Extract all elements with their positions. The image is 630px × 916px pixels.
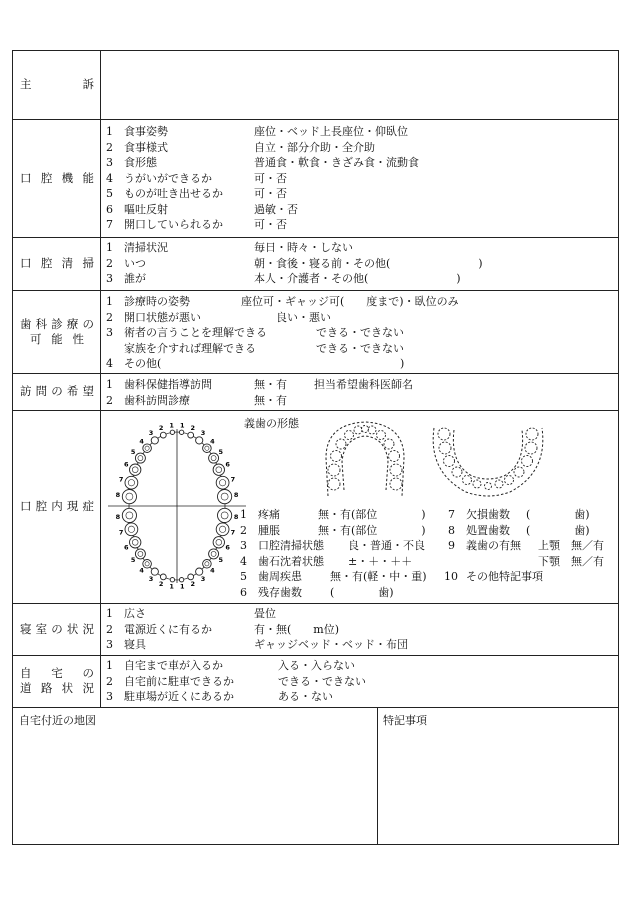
denture-tooth xyxy=(522,456,533,467)
denture-tooth xyxy=(354,426,362,434)
item-name: 歯石沈着状態 xyxy=(258,554,324,568)
item-name: 誰が xyxy=(124,272,146,285)
item-name: 腫脹 xyxy=(258,523,280,537)
tooth[interactable] xyxy=(170,578,174,582)
lower-denture-drawing[interactable] xyxy=(426,418,550,502)
item-name: 電源近くに有るか xyxy=(124,622,212,636)
upper-denture-teeth xyxy=(328,426,402,491)
item-options[interactable]: 毎日・時々・しない xyxy=(254,241,353,254)
item-number: 3 xyxy=(106,272,113,285)
tooth-number: 4 xyxy=(139,437,144,446)
label-char: 路 xyxy=(40,681,53,695)
item-number: 3 xyxy=(106,638,113,651)
tooth[interactable] xyxy=(218,490,232,504)
item-number: 2 xyxy=(240,523,247,537)
tooth-number: 4 xyxy=(210,437,215,446)
item-options[interactable]: 可・否 xyxy=(254,187,287,200)
item-name: その他特記事項 xyxy=(466,570,543,583)
denture-tooth xyxy=(439,442,451,454)
item-number: 2 xyxy=(106,256,113,270)
item-options[interactable]: 可・否 xyxy=(254,218,287,231)
label-char: 室 xyxy=(35,621,48,636)
item-number: 4 xyxy=(106,357,113,370)
denture-tooth xyxy=(390,464,402,476)
label-char: の xyxy=(82,666,94,680)
tooth[interactable] xyxy=(143,560,152,569)
tooth[interactable] xyxy=(122,508,136,522)
item-name: 自宅前に駐車できるか xyxy=(124,674,234,688)
item-options[interactable]: 本人・介護者・その他( ) xyxy=(254,272,461,285)
denture-tooth xyxy=(336,439,346,449)
dental-possibility-label xyxy=(12,290,100,373)
tooth[interactable] xyxy=(209,549,219,559)
tooth[interactable] xyxy=(216,476,229,489)
label-char: 状 xyxy=(66,621,79,636)
item-options[interactable]: 座位可・ギャッジ可( 度まで)・臥位のみ xyxy=(241,295,459,308)
item-number: 2 xyxy=(106,674,113,688)
tooth[interactable] xyxy=(160,432,166,438)
item-options[interactable]: 自立・部分介助・全介助 xyxy=(254,140,375,154)
item-name: 食形態 xyxy=(124,156,157,169)
label-char: 腔 xyxy=(40,170,53,185)
label-char: 腔 xyxy=(35,499,48,513)
item-name: いつ xyxy=(124,256,146,270)
item-name: 嘔吐反射 xyxy=(124,202,168,216)
tooth[interactable] xyxy=(125,523,138,536)
label-char: 口 xyxy=(20,256,32,270)
item-name: 清掃状況 xyxy=(124,241,168,254)
item-number: 1 xyxy=(106,125,113,138)
divider xyxy=(12,373,619,374)
denture-tooth xyxy=(485,483,492,490)
tooth-number: 2 xyxy=(158,424,164,432)
item-options[interactable]: 可・否 xyxy=(254,171,287,185)
tooth-number: 7 xyxy=(118,475,124,484)
tooth[interactable] xyxy=(213,464,224,475)
notes-label: 特記事項 xyxy=(383,714,427,727)
item-name: ものが吐き出せるか xyxy=(124,187,223,200)
item-options[interactable]: 畳位 xyxy=(254,607,276,620)
chief-complaint-label xyxy=(12,50,100,119)
denture-tooth xyxy=(505,476,514,485)
map-label: 自宅付近の地図 xyxy=(19,714,96,727)
denture-tooth xyxy=(473,480,481,488)
tooth-number: 3 xyxy=(148,429,154,438)
item-options[interactable]: 朝・食後・寝る前・その他( ) xyxy=(254,256,483,270)
item-options[interactable]: 無・有 xyxy=(254,378,287,391)
item-number: 6 xyxy=(240,585,247,599)
item-number: 3 xyxy=(240,539,247,552)
label-char: 口 xyxy=(20,499,32,513)
label-char: 宅 xyxy=(51,666,63,680)
tooth[interactable] xyxy=(135,453,145,463)
item-options[interactable]: ( 歯) xyxy=(526,508,590,521)
label-char: 現 xyxy=(66,499,79,513)
home-visit-dental-form xyxy=(12,50,619,845)
label-char: 歯 xyxy=(20,316,32,331)
dentist-name-field[interactable]: 担当希望歯科医師名 xyxy=(314,378,413,391)
item-number: 5 xyxy=(106,187,113,200)
tooth[interactable] xyxy=(160,574,166,580)
item-number: 3 xyxy=(106,326,113,339)
tooth-number: 8 xyxy=(115,512,121,521)
tooth[interactable] xyxy=(130,464,141,475)
tooth-number: 1 xyxy=(180,582,185,591)
denture-tooth xyxy=(389,451,400,462)
label-column-divider xyxy=(100,50,101,707)
item-options[interactable]: ( 歯) xyxy=(330,585,394,599)
item-options[interactable]: 座位・ベッド上長座位・仰臥位 xyxy=(254,125,408,138)
tooth[interactable] xyxy=(196,437,203,444)
tooth[interactable] xyxy=(188,574,194,580)
tooth-number: 1 xyxy=(180,421,185,430)
item-options[interactable]: できる・できない xyxy=(278,674,366,688)
label-char: 症 xyxy=(82,499,94,513)
item-options[interactable]: 無・有(部位 ) xyxy=(318,523,426,537)
item-number: 4 xyxy=(106,171,113,185)
tooth-number: 5 xyxy=(218,447,224,456)
item-options[interactable]: ) xyxy=(400,357,405,370)
divider xyxy=(12,655,619,656)
denture-tooth xyxy=(384,439,394,449)
item-number: 1 xyxy=(106,295,113,308)
item-name: 欠損歯数 xyxy=(466,508,510,521)
label-char: 況 xyxy=(82,681,94,695)
label-char: 寝 xyxy=(20,621,32,636)
road-label xyxy=(12,655,100,707)
item-options[interactable]: 過敏・否 xyxy=(254,202,298,216)
tooth-number: 5 xyxy=(218,556,224,565)
label-char: 掃 xyxy=(82,256,94,270)
item-options[interactable]: ( 歯) xyxy=(526,523,590,537)
denture-tooth xyxy=(328,478,340,490)
label-char: 希 xyxy=(66,384,79,398)
divider xyxy=(12,290,619,291)
denture-tooth xyxy=(345,431,354,440)
tooth-number: 4 xyxy=(139,566,144,575)
label-char: 能 xyxy=(82,170,94,185)
denture-tooth xyxy=(452,467,462,477)
label-char: 可 xyxy=(30,331,42,346)
item-options[interactable]: できる・できない xyxy=(316,326,404,339)
tooth[interactable] xyxy=(209,453,219,463)
lower-denture-outer xyxy=(433,428,543,496)
item-number: 2 xyxy=(106,393,113,407)
item-number: 10 xyxy=(444,570,458,583)
label-char: 能 xyxy=(51,331,63,346)
item-name: 処置歯数 xyxy=(466,523,510,537)
item-number: 5 xyxy=(240,570,247,583)
tooth[interactable] xyxy=(188,432,194,438)
tooth-number: 4 xyxy=(210,566,215,575)
item-name: 術者の言うことを理解できる xyxy=(124,326,267,339)
tooth-number: 6 xyxy=(225,543,230,552)
tooth[interactable] xyxy=(218,508,232,522)
item-number: 1 xyxy=(106,607,113,620)
item-options[interactable]: 良い・悪い xyxy=(276,310,331,324)
upper-denture-drawing[interactable] xyxy=(314,418,416,502)
tooth-number: 6 xyxy=(225,460,230,469)
tooth-number: 6 xyxy=(124,543,129,552)
denture-tooth xyxy=(328,464,340,476)
label-char: 訴 xyxy=(82,77,94,91)
item-number: 1 xyxy=(106,378,113,391)
tooth-number: 1 xyxy=(169,421,174,430)
denture-tooth xyxy=(444,456,455,467)
item-name: 診療時の姿勢 xyxy=(124,295,190,308)
item-name: 疼痛 xyxy=(258,508,280,521)
item-number: 3 xyxy=(106,156,113,169)
divider xyxy=(12,119,619,120)
denture-tooth xyxy=(438,428,450,440)
label-char: の xyxy=(82,316,94,331)
tooth-number: 2 xyxy=(158,580,164,588)
label-char: 況 xyxy=(82,621,94,636)
tooth[interactable] xyxy=(179,578,183,582)
item-options[interactable]: 有・無( m位) xyxy=(254,622,340,636)
label-char: 機 xyxy=(61,170,74,185)
denture-tooth xyxy=(514,467,524,477)
tooth[interactable] xyxy=(213,537,224,548)
tooth-number: 8 xyxy=(115,491,121,500)
label-char: 腔 xyxy=(40,256,53,270)
item-options[interactable]: 入る・入らない xyxy=(278,659,355,672)
label-char: 療 xyxy=(66,316,79,331)
denture-tooth xyxy=(368,426,376,434)
tooth[interactable] xyxy=(135,549,145,559)
divider xyxy=(12,410,619,411)
visit-wish-label xyxy=(12,373,100,410)
tooth-number: 7 xyxy=(230,475,236,484)
item-number: 6 xyxy=(106,202,113,216)
upper-denture-inner xyxy=(342,436,388,490)
denture-tooth xyxy=(463,476,472,485)
label-char: 道 xyxy=(20,681,32,695)
upper-denture-outer xyxy=(326,422,404,496)
tooth-number: 8 xyxy=(233,512,239,521)
item-name: 歯科保健指導訪問 xyxy=(124,378,212,391)
item-number: 2 xyxy=(106,622,113,636)
item-options[interactable]: ±・＋・＋＋ xyxy=(348,554,413,568)
item-name: 寝具 xyxy=(124,638,146,651)
label-char: の xyxy=(51,621,63,636)
item-name: 駐車場が近くにあるか xyxy=(124,690,234,703)
oral-cleaning-label xyxy=(12,237,100,290)
item-name: 自宅まで車が入るか xyxy=(124,659,223,672)
item-options[interactable]: 無・有 xyxy=(254,393,287,407)
label-char: 望 xyxy=(82,384,94,398)
denture-tooth xyxy=(495,480,503,488)
item-name: 広さ xyxy=(124,607,146,620)
label-char: 状 xyxy=(61,681,74,695)
tooth[interactable] xyxy=(216,523,229,536)
tooth-number: 6 xyxy=(124,460,129,469)
item-name: うがいができるか xyxy=(124,171,212,185)
tooth-number: 7 xyxy=(118,528,124,537)
bedroom-label xyxy=(12,603,100,655)
item-options[interactable]: 無・有(部位 ) xyxy=(318,508,426,521)
item-number: 1 xyxy=(106,241,113,254)
oral-findings-label xyxy=(12,410,100,603)
tooth-number: 2 xyxy=(190,580,196,588)
label-char: 診 xyxy=(51,316,63,331)
label-char: 清 xyxy=(61,256,74,270)
item-name: 開口していられるか xyxy=(124,218,223,231)
item-options[interactable]: 無・有(軽・中・重) xyxy=(330,570,427,583)
tooth-number: 3 xyxy=(200,429,206,438)
denture-tooth xyxy=(331,451,342,462)
item-options[interactable]: 良・普通・不良 xyxy=(348,539,425,552)
denture-title: 義歯の形態 xyxy=(244,417,299,430)
notes-area[interactable] xyxy=(378,728,618,844)
label-char: 主 xyxy=(20,77,32,91)
label-char: 問 xyxy=(35,384,48,398)
item-name: 歯科訪問診療 xyxy=(124,393,190,407)
denture-tooth xyxy=(526,428,538,440)
item-name: 義歯の有無 xyxy=(466,539,521,552)
label-char: 口 xyxy=(20,170,32,185)
label-char: 科 xyxy=(35,316,48,331)
item-name: 家族を介すれば理解できる xyxy=(124,341,256,355)
tooth[interactable] xyxy=(170,430,174,434)
item-number: 8 xyxy=(448,523,455,537)
item-name: その他( xyxy=(124,357,162,370)
tooth-number: 1 xyxy=(169,582,174,591)
tooth-number: 2 xyxy=(190,424,196,432)
item-number: 1 xyxy=(240,508,247,521)
tooth[interactable] xyxy=(151,437,158,444)
item-name: 開口状態が悪い xyxy=(124,310,201,324)
lower-denture-inner xyxy=(453,430,522,479)
item-options[interactable]: 普通食・軟食・きざみ食・流動食 xyxy=(254,156,419,169)
tooth[interactable] xyxy=(125,476,138,489)
denture-tooth xyxy=(390,478,402,490)
item-name: 残存歯数 xyxy=(258,585,302,599)
label-char: 性 xyxy=(72,331,84,346)
label-char: 訪 xyxy=(20,384,32,398)
item-number: 2 xyxy=(106,310,113,324)
item-options[interactable]: 下顎 無／有 xyxy=(538,554,604,568)
label-char: 内 xyxy=(51,499,63,513)
tooth-number: 3 xyxy=(200,574,206,583)
tooth[interactable] xyxy=(122,490,136,504)
denture-tooth xyxy=(525,442,537,454)
item-number: 7 xyxy=(106,218,113,231)
item-name: 食事姿勢 xyxy=(124,125,168,138)
tooth-number: 7 xyxy=(230,528,236,537)
oral-function-label xyxy=(12,119,100,237)
item-number: 4 xyxy=(240,554,247,568)
label-char: の xyxy=(51,384,63,398)
tooth[interactable] xyxy=(143,444,152,453)
item-number: 9 xyxy=(448,539,455,552)
divider xyxy=(12,603,619,604)
tooth-number: 3 xyxy=(148,574,154,583)
dental-chart[interactable] xyxy=(108,421,246,591)
tooth[interactable] xyxy=(179,430,183,434)
item-options[interactable]: 上顎 無／有 xyxy=(538,539,604,552)
item-number: 3 xyxy=(106,690,113,703)
item-options[interactable]: ある・ない xyxy=(278,690,333,703)
divider xyxy=(12,707,619,708)
tooth-number: 8 xyxy=(233,491,239,500)
label-char: 自 xyxy=(20,666,32,680)
item-number: 1 xyxy=(106,659,113,672)
item-number: 2 xyxy=(106,140,113,154)
tooth-number: 5 xyxy=(130,556,136,565)
tooth-number: 5 xyxy=(130,447,136,456)
item-options[interactable]: ギャッジベッド・ベッド・布団 xyxy=(254,638,408,651)
item-name: 食事様式 xyxy=(124,140,168,154)
denture-tooth xyxy=(362,426,369,433)
item-options[interactable]: できる・できない xyxy=(316,341,404,355)
denture-tooth xyxy=(377,431,386,440)
tooth[interactable] xyxy=(130,537,141,548)
chief-complaint-field[interactable] xyxy=(101,50,618,119)
item-name: 歯周疾患 xyxy=(258,570,302,583)
item-name: 口腔清掃状態 xyxy=(258,539,324,552)
map-area[interactable] xyxy=(13,728,376,844)
divider xyxy=(12,237,619,238)
item-number: 7 xyxy=(448,508,455,521)
